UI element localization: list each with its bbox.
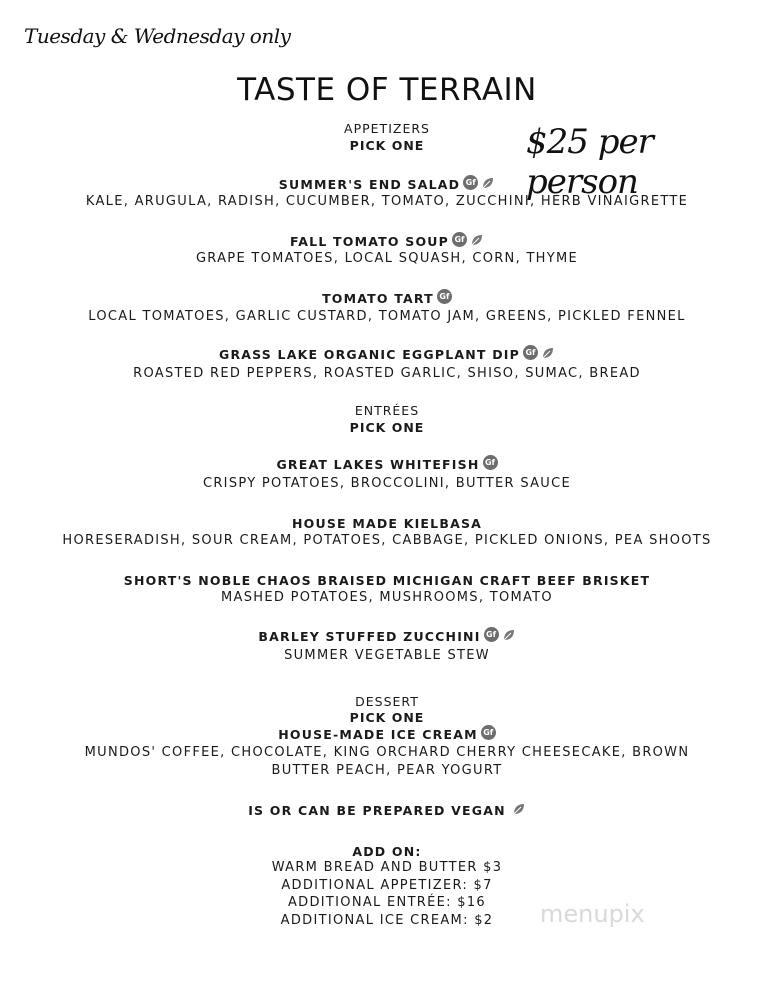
dish-description: BUTTER PEACH, PEAR YOGURT xyxy=(271,763,503,778)
addons-heading: ADD ON: xyxy=(352,844,422,859)
addon-item: ADDITIONAL APPETIZER: $7 xyxy=(281,878,493,893)
dish-name: GREAT LAKES WHITEFISH Gf xyxy=(0,456,774,473)
dish-description: GRAPE TOMATOES, LOCAL SQUASH, CORN, THYME xyxy=(195,251,579,266)
vegan-leaf-icon xyxy=(502,628,516,642)
dish-name: HOUSE MADE KIELBASA xyxy=(291,516,483,531)
dish-description: HORESERADISH, SOUR CREAM, POTATOES, CABBAGE, PICKLED ONIONS, PEA SHOOTS xyxy=(62,533,712,548)
dish-name: HOUSE-MADE ICE CREAM Gf xyxy=(0,726,774,743)
dish-description: KALE, ARUGULA, RADISH, CUCUMBER, TOMATO, ZUCCHINI, HERB VINAIGRETTE xyxy=(85,194,689,209)
dessert-instruction: PICK ONE xyxy=(349,710,425,725)
gluten-free-icon: Gf xyxy=(437,289,452,304)
appetizers-heading: APPETIZERS xyxy=(344,121,430,136)
vegan-leaf-icon xyxy=(481,176,495,190)
dish-name: BARLEY STUFFED ZUCCHINI Gf xyxy=(0,628,774,645)
dish-name: SUMMER'S END SALAD Gf xyxy=(0,176,774,193)
vegan-leaf-icon xyxy=(541,346,555,360)
dish-description: LOCAL TOMATOES, GARLIC CUSTARD, TOMATO JAM, GREENS, PICKLED FENNEL xyxy=(88,309,686,324)
addon-item: ADDITIONAL ICE CREAM: $2 xyxy=(280,913,494,928)
addon-item: WARM BREAD AND BUTTER $3 xyxy=(271,860,503,875)
gluten-free-icon: Gf xyxy=(483,455,498,470)
gluten-free-icon: Gf xyxy=(463,175,478,190)
vegan-legend: IS OR CAN BE PREPARED VEGAN xyxy=(0,802,774,819)
dish-name: TOMATO TART Gf xyxy=(0,290,774,307)
dish-name: SHORT'S NOBLE CHAOS BRAISED MICHIGAN CRAFT BEEF BRISKET xyxy=(123,573,651,588)
dish-description: ROASTED RED PEPPERS, ROASTED GARLIC, SHISO, SUMAC, BREAD xyxy=(133,366,641,381)
gluten-free-icon: Gf xyxy=(481,725,496,740)
dish-description: MUNDOS' COFFEE, CHOCOLATE, KING ORCHARD CHERRY CHEESECAKE, BROWN xyxy=(84,745,690,760)
gluten-free-icon: Gf xyxy=(484,627,499,642)
days-note: Tuesday & Wednesday only xyxy=(24,24,291,48)
price-note: $25 per person xyxy=(526,122,653,202)
gluten-free-icon: Gf xyxy=(452,232,467,247)
dish-description: MASHED POTATOES, MUSHROOMS, TOMATO xyxy=(221,590,553,605)
vegan-leaf-icon xyxy=(512,802,526,816)
dish-name: FALL TOMATO SOUP Gf xyxy=(0,233,774,250)
entrees-instruction: PICK ONE xyxy=(349,420,425,435)
addon-item: ADDITIONAL ENTRÉE: $16 xyxy=(287,895,486,910)
appetizers-instruction: PICK ONE xyxy=(349,138,425,153)
gluten-free-icon: Gf xyxy=(523,345,538,360)
menu-title: TASTE OF TERRAIN xyxy=(237,72,537,108)
vegan-leaf-icon xyxy=(470,233,484,247)
dish-description: CRISPY POTATOES, BROCCOLINI, BUTTER SAUCE xyxy=(202,476,572,491)
dish-description: SUMMER VEGETABLE STEW xyxy=(284,648,490,663)
dessert-heading: DESSERT xyxy=(355,694,419,709)
entrees-heading: ENTRÉES xyxy=(354,403,420,418)
watermark: menupix xyxy=(540,900,645,928)
dish-name: GRASS LAKE ORGANIC EGGPLANT DIP Gf xyxy=(0,346,774,363)
